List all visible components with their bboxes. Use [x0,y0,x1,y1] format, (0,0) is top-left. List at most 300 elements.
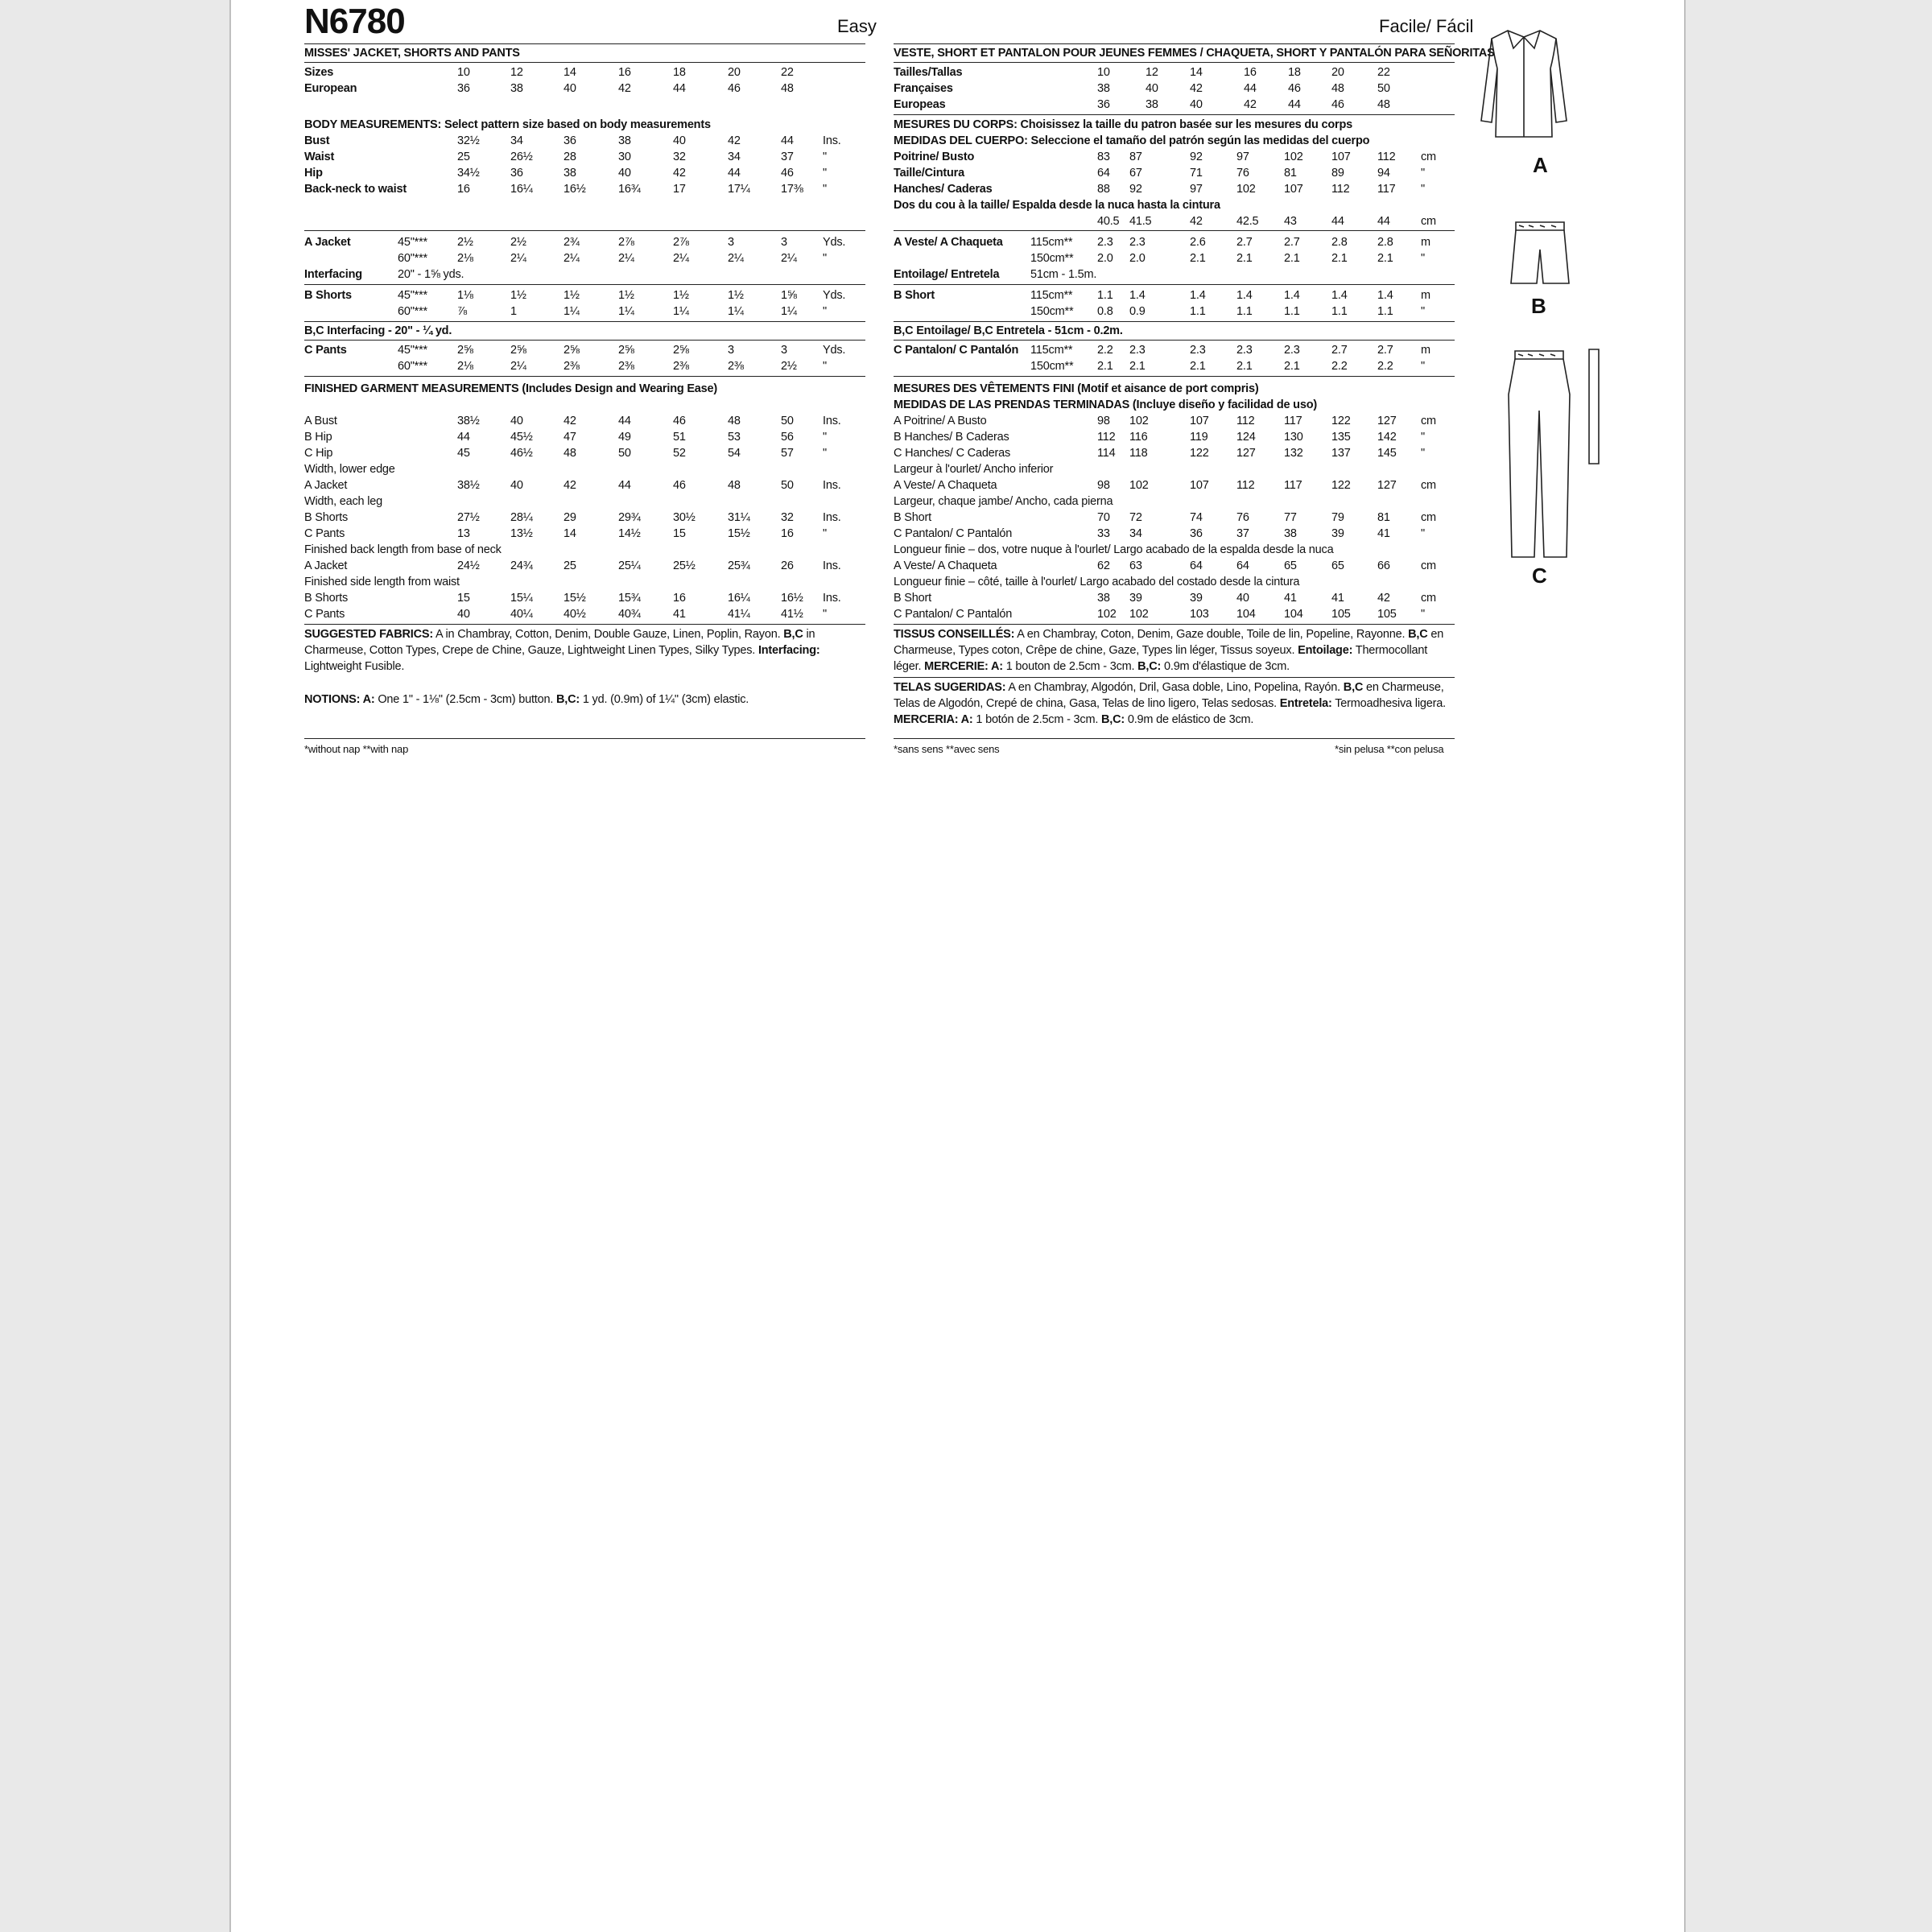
size-value: 2⅝ [618,344,634,357]
size-value: 22 [1377,66,1390,79]
size-value: 38 [1097,592,1110,605]
size-value: 40 [457,608,470,621]
text-segment: B,C [1408,628,1428,641]
size-value: 1.4 [1377,289,1393,302]
size-value: 16 [618,66,631,79]
row-label: Hanches/ Caderas [894,183,993,196]
fabric-width: 150cm** [1030,305,1074,318]
size-value: 41 [1377,527,1390,540]
size-value: 50 [781,415,794,427]
size-value: 1¼ [728,305,744,318]
text-segment: B,C: [1137,660,1162,673]
size-value: 40 [510,479,523,492]
finished-heading-fr: MESURES DES VÊTEMENTS FINI (Motif et aisance de port compris) [894,382,1259,395]
size-value: 28 [564,151,576,163]
size-value: 98 [1097,415,1110,427]
rule [304,376,865,377]
size-value: 1½ [510,289,526,302]
size-value: 40 [618,167,631,180]
size-value: 2.3 [1097,236,1113,249]
size-value: 16¼ [510,183,533,196]
rule [304,62,865,63]
size-value: 2¼ [618,252,634,265]
text-segment: One 1" - 1⅛" (2.5cm - 3cm) button. [374,693,557,706]
size-value: 52 [673,447,686,460]
size-value: 15¼ [510,592,533,605]
size-value: 87 [1129,151,1142,163]
size-value: 30½ [673,511,696,524]
size-value: 12 [1146,66,1158,79]
size-value: 25¼ [618,559,641,572]
interfacing-value: 51cm - 1.5m. [1030,268,1097,281]
row-label: Europeas [894,98,946,111]
size-value: 2⅜ [618,360,634,373]
size-value: 1⅛ [457,289,473,302]
row-label: Finished back length from base of neck [304,543,502,556]
jacket-illustration [1480,24,1568,161]
title-en: MISSES' JACKET, SHORTS AND PANTS [304,47,520,60]
unit: Yds. [823,344,846,357]
text-segment: B,C [1343,681,1364,694]
size-value: 2½ [457,236,473,249]
size-value: 41.5 [1129,215,1152,228]
size-value: 48 [728,479,741,492]
size-value: 42 [618,82,631,95]
size-value: 94 [1377,167,1390,180]
size-value: 29¾ [618,511,641,524]
size-value: 122 [1331,479,1351,492]
size-value: 38 [564,167,576,180]
size-value: 2.3 [1129,236,1146,249]
unit: " [823,252,827,265]
row-label: A Jacket [304,479,348,492]
suggested-fabrics [304,626,865,675]
size-value: 40 [1146,82,1158,95]
row-label: B Hip [304,431,332,444]
size-value: 40 [673,134,686,147]
size-value: 102 [1129,608,1149,621]
fabric-width: 150cm** [1030,360,1074,373]
row-label: Back-neck to waist [304,183,407,196]
size-value: 112 [1377,151,1396,163]
row-label: C Pantalon/ C Pantalón [894,527,1013,540]
size-value: 42 [1244,98,1257,111]
row-label: B Shorts [304,511,349,524]
size-value: 42 [728,134,741,147]
size-value: 44 [457,431,470,444]
size-value: 39 [1129,592,1142,605]
size-value: 1¼ [618,305,634,318]
size-value: 2.1 [1236,360,1253,373]
size-value: 76 [1236,167,1249,180]
size-value: 2.1 [1284,252,1300,265]
size-value: 26½ [510,151,533,163]
size-value: 65 [1331,559,1344,572]
rule [894,230,1455,231]
unit: cm [1421,592,1436,605]
size-value: 44 [1377,215,1390,228]
size-value: 2¾ [564,236,580,249]
fabric-width: 150cm** [1030,252,1074,265]
unit: Ins. [823,511,841,524]
size-value: 102 [1284,151,1303,163]
size-value: 50 [1377,82,1390,95]
text-segment: NOTIONS: [304,693,361,706]
row-label: C Hanches/ C Caderas [894,447,1011,460]
unit: " [823,151,827,163]
size-value: 1.1 [1097,289,1113,302]
size-value: 2.7 [1377,344,1393,357]
size-value: 103 [1190,608,1209,621]
unit: cm [1421,215,1436,228]
size-value: 2¼ [510,252,526,265]
text-segment: A: [360,693,375,706]
text-segment: MERCERIE: A: [924,660,1003,673]
size-value: 127 [1236,447,1256,460]
row-label: A Poitrine/ A Busto [894,415,987,427]
size-value: 37 [1236,527,1249,540]
difficulty-en: Easy [837,16,877,36]
size-value: 12 [510,66,523,79]
size-value: 42.5 [1236,215,1259,228]
row-label: A Jacket [304,236,351,249]
size-value: 38½ [457,479,480,492]
interfacing-label: Interfacing [304,268,362,281]
row-label: Sizes [304,66,334,79]
size-value: 118 [1129,447,1148,460]
size-value: 2.2 [1097,344,1113,357]
pants-illustration [1499,346,1604,564]
size-value: 44 [1244,82,1257,95]
rule [894,376,1455,377]
size-value: 40 [510,415,523,427]
footnote-fr: *sans sens **avec sens [894,743,1000,755]
text-segment: in Charmeuse, Cotton Types, Crepe de Chine, Gauze, Lightweight Linen Types, Silky Types. [304,628,815,657]
text-segment: B,C: [1100,713,1125,726]
telas-sugeridas [894,679,1455,728]
size-value: 3 [728,344,734,357]
row-label: A Veste/ A Chaqueta [894,479,997,492]
row-label: A Veste/ A Chaqueta [894,236,1003,249]
size-value: 22 [781,66,794,79]
size-value: 88 [1097,183,1110,196]
size-value: 72 [1129,511,1142,524]
size-value: 2⅜ [564,360,580,373]
size-value: 2.3 [1284,344,1300,357]
unit: m [1421,344,1430,357]
size-value: 24½ [457,559,480,572]
size-value: 1.4 [1190,289,1206,302]
fabric-width: 60"*** [398,252,428,265]
unit: cm [1421,511,1436,524]
size-value: 104 [1284,608,1303,621]
size-value: 48 [1331,82,1344,95]
size-value: 28¼ [510,511,533,524]
size-value: 83 [1097,151,1110,163]
rule [304,43,865,44]
size-value: 34 [728,151,741,163]
size-value: 1½ [673,289,689,302]
size-value: 31¼ [728,511,750,524]
size-value: 41½ [781,608,803,621]
unit: " [823,527,827,540]
rule [894,321,1455,322]
rule [894,284,1455,285]
size-value: 102 [1129,479,1149,492]
fabric-width: 115cm** [1030,236,1073,249]
size-value: 81 [1284,167,1297,180]
size-value: 36 [1190,527,1203,540]
size-value: 15¾ [618,592,641,605]
size-value: 2.3 [1129,344,1146,357]
size-value: 17⅜ [781,183,803,196]
size-value: 66 [1377,559,1390,572]
unit: Ins. [823,559,841,572]
size-value: 2½ [781,360,797,373]
size-value: 2.2 [1377,360,1393,373]
size-value: 46 [1331,98,1344,111]
row-label: Taille/Cintura [894,167,964,180]
size-value: 122 [1190,447,1209,460]
size-value: 1¼ [564,305,580,318]
row-label: Width, each leg [304,495,382,508]
size-value: 104 [1236,608,1256,621]
view-c-label: C [1532,564,1547,588]
size-value: 38 [1284,527,1297,540]
unit: m [1421,236,1430,249]
row-label: B Shorts [304,289,352,302]
row-label: Longueur finie – dos, votre nuque à l'ourlet/ Largo acabado de la espalda desde la nuca [894,543,1334,556]
size-value: 89 [1331,167,1344,180]
interfacing-value: 20" - 1⅝ yds. [398,268,464,281]
size-value: 40 [1236,592,1249,605]
unit: " [823,431,827,444]
text-segment: 0.9m de elástico de 3cm. [1125,713,1254,726]
size-value: 40¾ [618,608,641,621]
unit: Yds. [823,236,846,249]
text-segment: Lightweight Fusible. [304,660,405,673]
unit: m [1421,289,1430,302]
size-value: 64 [1190,559,1203,572]
text-segment: en Charmeuse, Telas de Algodón, Crepé de china, Gasa, Telas de lino ligero, Telas sedosas. [894,681,1444,710]
size-value: 2¼ [564,252,580,265]
unit: " [1421,167,1425,180]
text-segment: Thermocollant léger. [894,644,1428,673]
rule [894,677,1455,678]
size-value: 38 [510,82,523,95]
size-value: 92 [1129,183,1142,196]
size-value: 74 [1190,511,1203,524]
size-value: 92 [1190,151,1203,163]
size-value: 112 [1236,415,1255,427]
size-value: 2.7 [1236,236,1253,249]
unit: " [1421,527,1425,540]
unit: Ins. [823,479,841,492]
size-value: 33 [1097,527,1110,540]
size-value: 16 [673,592,686,605]
size-value: 63 [1129,559,1142,572]
unit: " [1421,360,1425,373]
size-value: 37 [781,151,794,163]
unit: " [823,183,827,196]
size-value: 46 [1288,82,1301,95]
size-value: 44 [618,479,631,492]
text-segment: B,C: [556,693,580,706]
size-value: 2.2 [1331,360,1348,373]
size-value: 36 [564,134,576,147]
row-label: Width, lower edge [304,463,395,476]
size-value: 2.1 [1331,252,1348,265]
size-value: 10 [457,66,470,79]
row-label: B Hanches/ B Caderas [894,431,1009,444]
unit: " [1421,447,1425,460]
back-length-label: Dos du cou à la taille/ Espalda desde la nuca hasta la cintura [894,199,1220,212]
size-value: 14 [1190,66,1203,79]
unit: cm [1421,559,1436,572]
rule [304,738,865,739]
row-label: C Pants [304,344,347,357]
footnote-es: *sin pelusa **con pelusa [1335,743,1444,755]
size-value: 2⅞ [618,236,634,249]
row-label: C Pants [304,608,345,621]
size-value: 48 [781,82,794,95]
size-value: 1¼ [781,305,797,318]
size-value: 32 [781,511,794,524]
size-value: 20 [728,66,741,79]
size-value: 57 [781,447,794,460]
body-heading-es: MEDIDAS DEL CUERPO: Seleccione el tamaño del patrón según las medidas del cuerpo [894,134,1370,147]
size-value: 2.0 [1129,252,1146,265]
size-value: 34 [510,134,523,147]
size-value: 2⅛ [457,360,473,373]
size-value: 38½ [457,415,480,427]
difficulty-fr-es: Facile/ Fácil [1379,16,1474,36]
rule [894,624,1455,625]
size-value: 2¼ [510,360,526,373]
unit: " [1421,183,1425,196]
text-segment: SUGGESTED FABRICS: [304,628,433,641]
size-value: 56 [781,431,794,444]
size-value: 40½ [564,608,586,621]
fabric-width: 115cm** [1030,344,1073,357]
size-value: 48 [728,415,741,427]
unit: " [823,360,827,373]
size-value: 54 [728,447,741,460]
size-value: 2¼ [728,252,744,265]
size-value: 107 [1331,151,1351,163]
size-value: 32 [673,151,686,163]
unit: Ins. [823,592,841,605]
size-value: 40 [564,82,576,95]
text-segment: Entoilage: [1298,644,1353,657]
unit: " [823,608,827,621]
size-value: 124 [1236,431,1256,444]
text-segment: A en Chambray, Algodón, Dril, Gasa doble, Lino, Popelina, Rayón. [1005,681,1344,694]
size-value: 53 [728,431,741,444]
view-a-label: A [1533,153,1548,177]
view-b-label: B [1531,294,1546,318]
fabric-width: 45"*** [398,344,428,357]
size-value: 16 [781,527,794,540]
size-value: 2.6 [1190,236,1206,249]
row-label: Hip [304,167,323,180]
size-value: 44 [1331,215,1344,228]
size-value: 41¼ [728,608,750,621]
size-value: 42 [1190,82,1203,95]
size-value: 39 [1331,527,1344,540]
size-value: 16 [457,183,470,196]
size-value: 2.1 [1377,252,1393,265]
size-value: 43 [1284,215,1297,228]
fabric-width: 115cm** [1030,289,1073,302]
size-value: 2.7 [1331,344,1348,357]
size-value: 38 [618,134,631,147]
size-value: 2½ [510,236,526,249]
size-value: 42 [564,479,576,492]
size-value: 16½ [564,183,586,196]
interfacing-label: Entoilage/ Entretela [894,268,1000,281]
size-value: 1½ [728,289,744,302]
size-value: 2.8 [1377,236,1393,249]
size-value: 44 [673,82,686,95]
size-value: 40.5 [1097,215,1120,228]
size-value: 2⅜ [728,360,744,373]
size-value: 77 [1284,511,1297,524]
finished-heading-es: MEDIDAS DE LAS PRENDAS TERMINADAS (Incluye diseño y facilidad de uso) [894,398,1317,411]
size-value: 3 [728,236,734,249]
fabric-width: 60"*** [398,305,428,318]
size-value: 2.8 [1331,236,1348,249]
size-value: 97 [1190,183,1203,196]
size-value: 36 [510,167,523,180]
size-value: 41 [1331,592,1344,605]
footnote: *without nap **with nap [304,743,409,755]
size-value: 30 [618,151,631,163]
unit: " [1421,305,1425,318]
unit: cm [1421,415,1436,427]
unit: Ins. [823,134,841,147]
size-value: 40¼ [510,608,533,621]
text-segment: TELAS SUGERIDAS: [894,681,1006,694]
size-value: 105 [1377,608,1397,621]
size-value: 41 [673,608,686,621]
size-value: 13 [457,527,470,540]
size-value: 2.3 [1236,344,1253,357]
text-segment: 1 yd. (0.9m) of 1¼" (3cm) elastic. [580,693,749,706]
text-segment: A in Chambray, Cotton, Denim, Double Gauze, Linen, Poplin, Rayon. [432,628,784,641]
row-label: A Veste/ A Chaqueta [894,559,997,572]
size-value: 117 [1377,183,1396,196]
size-value: 2⅝ [510,344,526,357]
pattern-sheet [229,0,1686,1932]
size-value: 15½ [564,592,586,605]
size-value: 3 [781,236,787,249]
rule [304,321,865,322]
size-value: 2⅞ [673,236,689,249]
size-value: 25 [564,559,576,572]
size-value: 42 [1190,215,1203,228]
size-value: 119 [1190,431,1208,444]
size-value: 1.1 [1284,305,1300,318]
size-value: 25 [457,151,470,163]
size-value: 137 [1331,447,1351,460]
text-segment: Termoadhesiva ligera. [1331,697,1446,710]
size-value: 17 [673,183,686,196]
size-value: 46 [673,479,686,492]
fabric-width: 45"*** [398,236,428,249]
pattern-code: N6780 [304,2,405,41]
size-value: 40 [1190,98,1203,111]
